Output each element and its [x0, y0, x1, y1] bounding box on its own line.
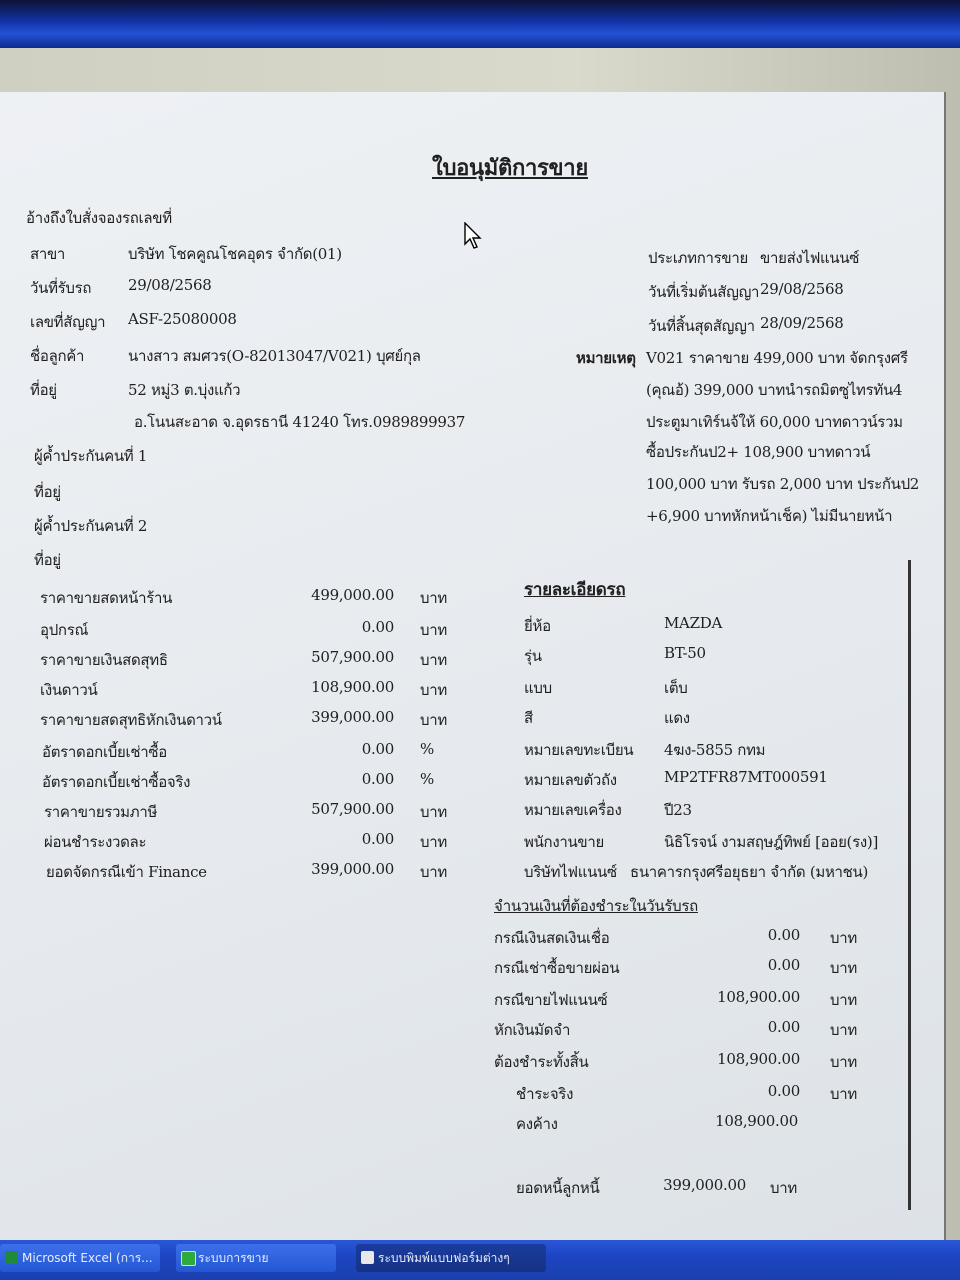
- debt-value: 399,000.00: [663, 1176, 746, 1194]
- taskbar-item-print-forms[interactable]: [356, 1244, 546, 1272]
- guarantor1-label: ผู้ค้ำประกันคนที่ 1: [34, 447, 148, 465]
- price-label: เงินดาวน์: [40, 681, 98, 699]
- price-unit: %: [420, 740, 434, 758]
- payment-value: 0.00: [767, 956, 800, 974]
- payment-unit: บาท: [830, 929, 857, 947]
- address-line2: อ.โนนสะอาด จ.อุดรธานี 41240 โทร.0989899937: [134, 413, 466, 431]
- price-value: 399,000.00: [311, 708, 394, 726]
- price-value: 0.00: [361, 740, 394, 758]
- sale-type-label: ประเภทการขาย: [648, 249, 748, 267]
- price-unit: บาท: [420, 621, 447, 639]
- price-label: ผ่อนชำระงวดละ: [44, 833, 147, 851]
- car-chassis-value: MP2TFR87MT000591: [664, 768, 828, 786]
- debt-label: ยอดหนี้ลูกหนี้: [516, 1179, 600, 1197]
- salesperson-label: พนักงานขาย: [524, 833, 604, 851]
- remark-line: +6,900 บาทหักหน้าเช็ค) ไม่มีนายหน้า: [646, 507, 893, 525]
- payment-unit: บาท: [830, 991, 857, 1009]
- payment-unit: บาท: [830, 1053, 857, 1071]
- price-unit: บาท: [420, 711, 447, 729]
- payment-label: หักเงินมัดจำ: [494, 1021, 571, 1039]
- taskbar-item-label: ระบบการขาย: [198, 1251, 269, 1265]
- receive-date-value: 29/08/2568: [128, 276, 212, 294]
- price-unit: บาท: [420, 833, 447, 851]
- car-detail-header: รายละเอียดรถ: [524, 580, 626, 600]
- taskbar-item-label: Microsoft Excel (การ...: [22, 1251, 153, 1265]
- customer-name-value: นางสาว สมศวร(O-82013047/V021) บุศย์กุล: [128, 347, 421, 365]
- guarantor2-label: ผู้ค้ำประกันคนที่ 2: [34, 517, 148, 535]
- payment-value: 0.00: [767, 1082, 800, 1100]
- car-model-label: รุ่น: [524, 647, 542, 665]
- contract-end-value: 28/09/2568: [760, 314, 844, 332]
- contract-end-label: วันที่สิ้นสุดสัญญา: [648, 317, 755, 335]
- price-unit: บาท: [420, 803, 447, 821]
- branch-value: บริษัท โชคคูณโชคอุดร จำกัด(01): [128, 245, 342, 263]
- price-label: อัตราดอกเบี้ยเช่าซื้อ: [42, 743, 167, 761]
- car-engine-value: ปี23: [664, 801, 692, 819]
- contract-no-label: เลขที่สัญญา: [30, 313, 106, 331]
- remark-line: (คุณอ้) 399,000 บาทนำรถมิตซูไทรทัน4: [646, 381, 903, 399]
- price-unit: บาท: [420, 681, 447, 699]
- payment-label: กรณีเช่าซื้อขายผ่อน: [494, 959, 620, 977]
- guarantor2-address-label: ที่อยู่: [34, 551, 61, 569]
- finance-company-label: บริษัทไฟแนนซ์: [524, 863, 617, 881]
- car-brand-value: MAZDA: [664, 614, 722, 632]
- taskbar-item-sales-system[interactable]: [176, 1244, 336, 1272]
- price-value: 0.00: [361, 830, 394, 848]
- ref-order-label: อ้างถึงใบสั่งจองรถเลขที่: [26, 209, 172, 227]
- document-icon: [361, 1251, 374, 1264]
- price-label: ราคาขายสดหน้าร้าน: [40, 589, 173, 607]
- car-chassis-label: หมายเลขตัวถัง: [524, 771, 617, 789]
- page-edge-shadow: [908, 560, 911, 1210]
- taskbar-item-label: ระบบพิมพ์แบบฟอร์มต่างๆ: [378, 1251, 510, 1265]
- price-label: ราคาขายเงินสดสุทธิ: [40, 651, 168, 669]
- payment-value: 0.00: [767, 926, 800, 944]
- salesperson-value: นิธิโรจน์ งามสฤษฎ์ทิพย์ [ออย(รง)]: [664, 833, 878, 851]
- payment-unit: บาท: [830, 959, 857, 977]
- payment-value: 108,900.00: [717, 988, 800, 1006]
- price-label: ราคาขายรวมภาษี: [44, 803, 158, 821]
- window-title-bar: [0, 0, 960, 48]
- price-value: 0.00: [361, 618, 394, 636]
- contract-no-value: ASF-25080008: [128, 310, 237, 328]
- car-type-value: เต็บ: [664, 679, 688, 697]
- payment-label: ต้องชำระทั้งสิ้น: [494, 1053, 589, 1071]
- payment-unit: บาท: [830, 1021, 857, 1039]
- price-unit: บาท: [420, 651, 447, 669]
- receive-date-label: วันที่รับรถ: [30, 279, 92, 297]
- address-label: ที่อยู่: [30, 381, 57, 399]
- branch-label: สาขา: [30, 245, 66, 263]
- price-value: 108,900.00: [311, 678, 394, 696]
- car-color-value: แดง: [664, 709, 690, 727]
- payment-unit: บาท: [830, 1085, 857, 1103]
- car-engine-label: หมายเลขเครื่อง: [524, 801, 622, 819]
- payment-label: ชำระจริง: [516, 1085, 574, 1103]
- sale-type-value: ขายส่งไฟแนนซ์: [760, 249, 860, 267]
- price-unit: %: [420, 770, 434, 788]
- car-plate-label: หมายเลขทะเบียน: [524, 741, 634, 759]
- price-unit: บาท: [420, 589, 447, 607]
- price-label: ยอดจัดกรณีเข้า Finance: [46, 863, 207, 881]
- car-type-label: แบบ: [524, 679, 552, 697]
- payment-label: คงค้าง: [516, 1115, 558, 1133]
- remark-line: ประตูมาเทิร์นจ้ให้ 60,000 บาทดาวน์รวม: [646, 413, 903, 431]
- price-label: ราคาขายสดสุทธิหักเงินดาวน์: [40, 711, 222, 729]
- finance-company-value: ธนาคารกรุงศรีอยุธยา จำกัด (มหาชน): [630, 863, 869, 881]
- price-unit: บาท: [420, 863, 447, 881]
- car-model-value: BT-50: [664, 644, 706, 662]
- debt-unit: บาท: [770, 1179, 797, 1197]
- price-value: 0.00: [361, 770, 394, 788]
- car-plate-value: 4ฆง-5855 กทม: [664, 741, 766, 759]
- payment-label: กรณีขายไฟแนนซ์: [494, 991, 608, 1009]
- taskbar-item-excel[interactable]: [0, 1244, 160, 1272]
- payment-value: 108,900.00: [717, 1050, 800, 1068]
- price-label: อุปกรณ์: [40, 621, 89, 639]
- mouse-cursor-icon: [464, 222, 484, 250]
- customer-name-label: ชื่อลูกค้า: [30, 347, 85, 365]
- remark-label: หมายเหตุ: [576, 349, 636, 367]
- remark-line: ซื้อประกันป2+ 108,900 บาทดาวน์: [646, 443, 871, 461]
- app-icon: [181, 1251, 196, 1266]
- price-value: 507,900.00: [311, 800, 394, 818]
- price-value: 399,000.00: [311, 860, 394, 878]
- price-label: อัตราดอกเบี้ยเช่าซื้อจริง: [42, 773, 191, 791]
- remark-line: 100,000 บาท รับรถ 2,000 บาท ประกันป2: [646, 475, 920, 493]
- contract-start-label: วันที่เริ่มต้นสัญญา: [648, 283, 760, 301]
- remark-line: V021 ราคาขาย 499,000 บาท จัดกรุงศรี: [646, 349, 908, 367]
- payment-header: จำนวนเงินที่ต้องชำระในวันรับรถ: [494, 897, 698, 915]
- price-value: 507,900.00: [311, 648, 394, 666]
- address-value: 52 หมู่3 ต.บุ่งแก้ว: [128, 381, 241, 399]
- price-value: 499,000.00: [311, 586, 394, 604]
- payment-label: กรณีเงินสดเงินเชื่อ: [494, 929, 610, 947]
- guarantor1-address-label: ที่อยู่: [34, 483, 61, 501]
- form-title: ใบอนุมัติการขาย: [432, 155, 588, 181]
- excel-icon: [5, 1251, 18, 1264]
- car-brand-label: ยี่ห้อ: [524, 617, 551, 635]
- payment-value: 0.00: [767, 1018, 800, 1036]
- contract-start-value: 29/08/2568: [760, 280, 844, 298]
- payment-value: 108,900.00: [715, 1112, 798, 1130]
- car-color-label: สี: [524, 709, 533, 727]
